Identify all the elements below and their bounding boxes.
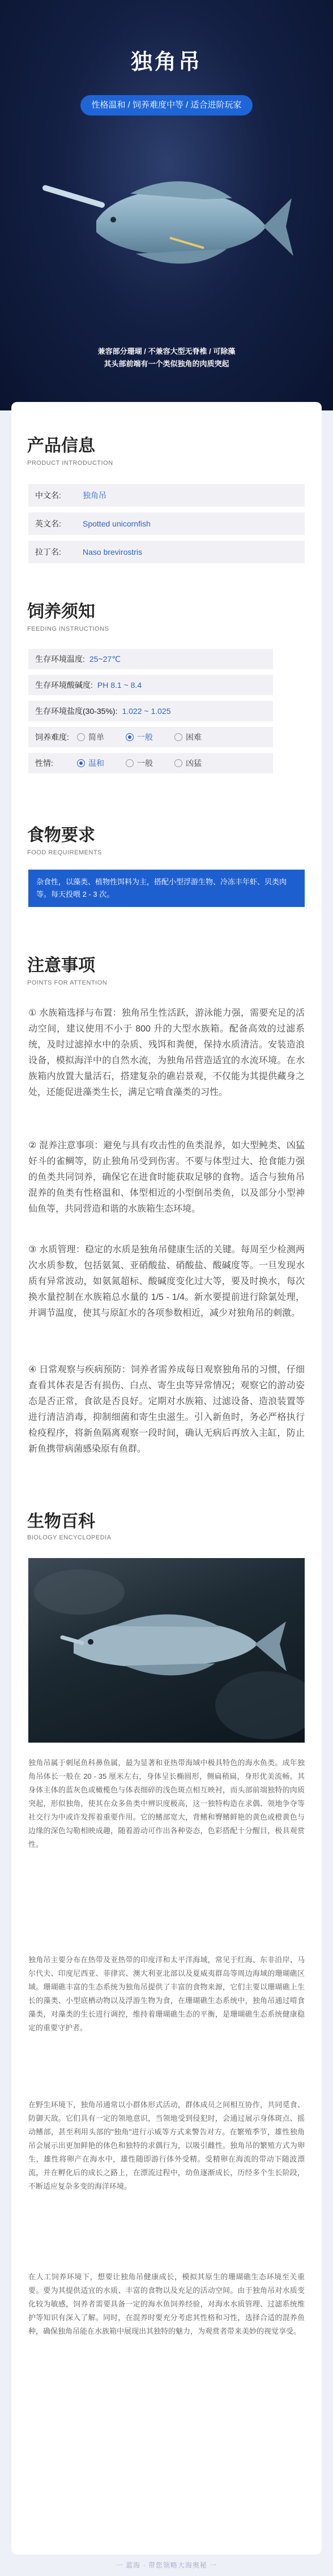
care-value: 25~27℃ bbox=[89, 654, 121, 664]
radio-icon bbox=[77, 733, 85, 741]
hero-tagline bbox=[0, 345, 333, 370]
content-card bbox=[11, 402, 322, 2554]
info-label: 中文名: bbox=[35, 491, 61, 500]
section-title-feeding: 饲养须知 bbox=[27, 602, 95, 622]
care-value: 1.022 ~ 1.025 bbox=[122, 707, 171, 716]
difficulty-option-easy[interactable]: 简单 bbox=[77, 731, 104, 743]
difficulty-label: 饲养难度: bbox=[35, 733, 69, 742]
info-label: 英文名: bbox=[35, 519, 61, 528]
temper-option-fierce[interactable]: 凶猛 bbox=[174, 758, 202, 769]
info-value: Spotted unicornfish bbox=[83, 519, 151, 528]
radio-icon bbox=[174, 759, 182, 767]
bio-paragraph-4: 在人工饲养环境下，想要让独角吊健康成长，模拟其原生的珊瑚礁生态环境至关重要。要为其提供适宜的水质、丰富的食物以及充足的活动空间。由于独角吊对水质变化较为敏感，饲养者需要具备一定的海水鱼饲养经验，对海水水质管理、过滤系统维护等知识有深入了解。同时，在混养时要充分考虑其性格和习性，选择合适的混养鱼种，确保独角吊能在水族箱中展现出其独特的魅力，为观赏者带来美妙的视觉享受。 bbox=[28, 2273, 305, 2335]
radio-icon bbox=[126, 759, 134, 767]
section-title-bio: 生物百科 bbox=[27, 1512, 95, 1531]
unicornfish-illustration bbox=[34, 153, 300, 311]
hero-tagline-line1: 兼容部分珊瑚 / 不兼容大型无脊椎 / 可除藻 bbox=[97, 347, 236, 356]
temper-selector bbox=[28, 753, 273, 773]
info-value: Naso brevirostris bbox=[83, 547, 143, 557]
section-title-food: 食物要求 bbox=[27, 825, 95, 845]
attention-paragraph-4: ④ 日常观察与疾病预防：饲养者需养成每日观察独角吊的习惯，仔细查看其体表是否有损伤、白点、寄生虫等异常情况；观察它的游动姿态是否正常，食欲是否良好。定期对水族箱、过滤设备、造浪装置等进行清洁消毒，抑制细菌和寄生虫滋生。引入新鱼时，务必严格执行检疫程序，将新鱼隔离观察一段时间，确认无病后再放入主缸，防止新鱼携带病菌感染原有鱼群。 bbox=[28, 1365, 305, 1454]
care-value: PH 8.1 ~ 8.4 bbox=[97, 681, 142, 690]
info-row-latin-name bbox=[28, 541, 305, 563]
section-subtitle-attention: POINTS FOR ATTENTION bbox=[27, 979, 108, 986]
care-row-temperature bbox=[28, 649, 273, 669]
section-title-attention: 注意事项 bbox=[27, 956, 95, 975]
radio-selected-icon bbox=[126, 733, 134, 741]
temper-label: 性情: bbox=[35, 759, 53, 768]
care-label: 生存环境盐度(30-35%): bbox=[35, 707, 118, 716]
temper-option-normal[interactable]: 一般 bbox=[126, 758, 153, 769]
info-row-english-name bbox=[28, 512, 305, 535]
attention-paragraph-1: ① 水族箱选择与布置：独角吊生性活跃，游泳能力强，需要充足的活动空间，建议使用不小于 800 升的大型水族箱。配备高效的过滤系统，及时过滤掉水中的杂质、残饵和粪便，保持水质清洁。安装造浪设备，模拟海洋中的自然水流，为独角吊营造适宜的水流环境。在水族箱内放置大量活石，搭建复杂的礁岩景观，不仅能为其提供藏身之处，还能促进藻类生长，满足它啃食藻类的习性。 bbox=[28, 1008, 305, 1097]
footer-slogan: 一 蓝海 · 带您领略大海奥秘 一 bbox=[116, 2561, 217, 2569]
attention-paragraph-3: ③ 水质管理：稳定的水质是独角吊健康生活的关键。每周至少检测两次水质参数，包括氨氮、亚硝酸盐、硝酸盐、酸碱度等。一旦发现水质有异常波动，如氨氮超标、酸碱度变化过大等，要及时换水，每次换水量控制在水族箱总水量的 1/5 - 1/4。新水要提前进行除氯处理，并调节温度，使其与原缸水的各项参数相近，减少对独角吊的刺激。 bbox=[28, 1245, 305, 1318]
hero-tagline-line2: 其头部前端有一个类似独角的肉质突起 bbox=[104, 360, 229, 368]
hero-banner bbox=[0, 0, 333, 410]
care-label: 生存环境酸碱度: bbox=[35, 681, 93, 690]
unicornfish-photo-icon bbox=[28, 1558, 305, 1743]
section-subtitle-bio: BIOLOGY ENCYCLOPEDIA bbox=[27, 1534, 112, 1541]
info-row-chinese-name bbox=[28, 484, 305, 507]
care-label: 生存环境温度: bbox=[35, 654, 85, 664]
bio-paragraph-1: 独角吊属于刺尾鱼科鼻鱼属，最为显著和亚热带海域中极具特色的海水鱼类。成年独角吊体长一般在 20 - 35 厘米左右，身体呈长椭圆形，侧扁稍扁，身形优美流畅。其身体主体的蓝灰色或橄榄色与体表细碎的浅色斑点相互映衬，而头部前端独特的肉质突起，形似独角，使其在众多鱼类中辨识度极高，这一独特构造在求偶、领地争夺等社交行为中或许发挥着重要作用。它的鳍部宽大，背鳍和臀鳍鲜艳的黄色或橙黄色与边缘的深色勾勒相映成趣，随着游动可作出各种姿态，色彩搭配十分醒目，极具观赏性。 bbox=[28, 1758, 305, 1848]
info-label: 拉丁名: bbox=[35, 547, 61, 557]
care-row-salinity bbox=[28, 701, 273, 721]
section-subtitle-feeding: FEEDING INSTRUCTIONS bbox=[27, 626, 109, 632]
radio-icon bbox=[174, 733, 182, 741]
section-title-product: 产品信息 bbox=[27, 436, 95, 456]
section-subtitle-product: PRODUCT INTRODUCTION bbox=[27, 460, 113, 467]
difficulty-selector bbox=[28, 727, 273, 747]
bio-paragraph-2: 独角吊主要分布在热带及亚热带的印度洋和太平洋海域，常见于红海、东非沿岸、马尔代夫、印度尼西亚、菲律宾、澳大利亚北部以及夏威夷群岛等周边海域的珊瑚礁区域。珊瑚礁丰富的生态系统为独角吊提供了丰富的食物来源，它们主要以珊瑚礁上生长的藻类、小型底栖动物以及浮游生物为食，在珊瑚礁生态系统中，独角吊通过啃食藻类，对藻类的生长进行调控，维持着珊瑚礁生态的平衡，是珊瑚礁生态系统健康稳定的重要守护者。 bbox=[28, 1955, 305, 2032]
info-value: 独角吊 bbox=[83, 491, 106, 500]
bio-photo bbox=[28, 1558, 305, 1743]
difficulty-option-hard[interactable]: 困难 bbox=[174, 731, 202, 743]
care-row-ph bbox=[28, 675, 273, 695]
section-subtitle-food: FOOD REQUIREMENTS bbox=[27, 849, 102, 856]
temper-option-gentle[interactable]: 温和 bbox=[77, 758, 104, 769]
hero-title: 独角吊 bbox=[130, 49, 202, 74]
food-requirements-box: 杂食性，以藻类、植物性饵料为主，搭配小型浮游生物、冷冻丰年虾、贝类肉等。每天投喂 2 - 3 次。 bbox=[28, 870, 305, 907]
attention-paragraph-2: ② 混养注意事项：避免与具有攻击性的鱼类混养，如大型鲀类、凶猛好斗的雀鲷等，防止独角吊受到伤害。不要与体型过大、抢食能力强的鱼类共同饲养，确保它在进食时能获取足够的食物。适合与独角吊混养的鱼类有性格温和、体型相近的小型倒吊类鱼，以及部分小型神仙鱼等，共同营造和谐的水族箱生态环境。 bbox=[28, 1141, 305, 1214]
bio-paragraph-3: 在野生环境下，独角吊通常以小群体形式活动，群体成员之间相互协作，共同觅食、防御天敌。它们具有一定的领地意识，当领地受到侵犯时，会通过展示身体斑点、摇动鳍部，甚至利用头部的"独角"进行示威等方式来警告对方。在繁殖季节，雄性独角吊会展示出更加鲜艳的体色和独特的求偶行为，以吸引雌性。独角吊的繁殖方式为卵生，雄性将卵产在海水中，雄性随即游行体外受精。受精卵在海流的带动下随波漂流，并在孵化后的成长之路上，在漂流过程中，幼鱼逐渐成长，历经多个生长阶段，不断适应复杂多变的海洋环境。 bbox=[28, 2100, 305, 2190]
hero-tag-pill: 性格温和 / 饲养难度中等 / 适合进阶玩家 bbox=[80, 95, 253, 115]
difficulty-option-medium[interactable]: 一般 bbox=[126, 731, 153, 743]
radio-selected-icon bbox=[77, 759, 85, 767]
